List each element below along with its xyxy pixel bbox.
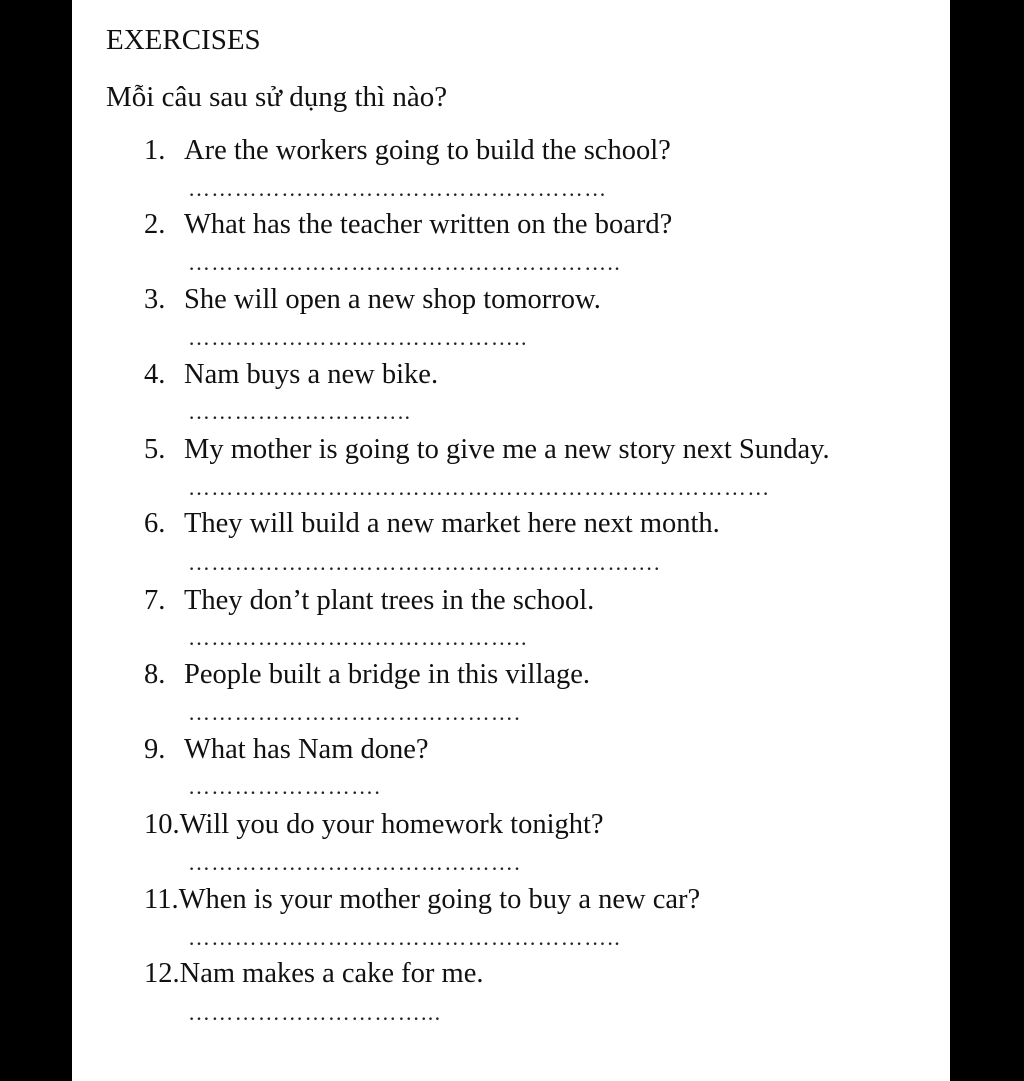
question-3 <box>144 284 601 316</box>
question-text: My mother is going to give me a new story next Sunday. <box>184 434 830 465</box>
question-text: When is your mother going to buy a new car? <box>178 884 701 915</box>
question-number: 5. <box>144 434 166 465</box>
answer-line-1: ……………………………………………… <box>188 176 608 201</box>
question-text: Nam makes a cake for me. <box>179 958 484 989</box>
question-number: 4. <box>144 359 166 390</box>
question-10 <box>144 809 604 841</box>
answer-line-7: …………………………………….. <box>188 625 528 650</box>
document-page <box>72 0 950 1081</box>
question-number: 6. <box>144 508 166 539</box>
answer-line-3: …………………………………….. <box>188 325 528 350</box>
question-number: 11. <box>144 884 179 915</box>
question-4 <box>144 359 438 391</box>
question-number: 12. <box>144 958 180 989</box>
question-6 <box>144 508 720 540</box>
question-text: Are the workers going to build the school? <box>184 135 671 166</box>
instruction-text: Mỗi câu sau sử dụng thì nào? <box>106 81 448 113</box>
question-number: 9. <box>144 734 166 765</box>
page-title: EXERCISES <box>106 24 261 56</box>
question-text: They will build a new market here next month. <box>184 508 720 539</box>
question-number: 2. <box>144 209 166 240</box>
question-text: What has Nam done? <box>184 734 429 765</box>
question-12 <box>144 958 483 990</box>
answer-line-5: ………………………………………………………………… <box>188 475 771 500</box>
question-text: She will open a new shop tomorrow. <box>184 284 601 315</box>
question-text: They don’t plant trees in the school. <box>184 585 595 616</box>
question-11 <box>144 884 700 916</box>
answer-line-4: ……………………….. <box>188 399 412 424</box>
question-2 <box>144 209 672 241</box>
question-text: People built a bridge in this village. <box>184 659 591 690</box>
question-8 <box>144 659 590 691</box>
question-number: 10. <box>144 809 180 840</box>
answer-line-2: ……………………………………………….. <box>188 250 621 275</box>
question-number: 7. <box>144 585 166 616</box>
answer-line-9: ……………………. <box>188 774 382 799</box>
answer-line-8: ……………………………………. <box>188 700 521 725</box>
question-number: 3. <box>144 284 166 315</box>
question-1 <box>144 135 671 167</box>
question-5 <box>144 434 830 466</box>
question-number: 1. <box>144 135 166 166</box>
answer-line-11: ……………………………………………….. <box>188 925 621 950</box>
answer-line-6: ……………………………………………………. <box>188 550 661 575</box>
question-number: 8. <box>144 659 166 690</box>
question-text: What has the teacher written on the board? <box>184 209 673 240</box>
question-9 <box>144 734 429 766</box>
question-text: Nam buys a new bike. <box>184 359 439 390</box>
answer-line-10: ……………………………………. <box>188 850 521 875</box>
answer-line-12: …………………………... <box>188 1000 442 1025</box>
question-7 <box>144 585 594 617</box>
question-text: Will you do your homework tonight? <box>179 809 604 840</box>
